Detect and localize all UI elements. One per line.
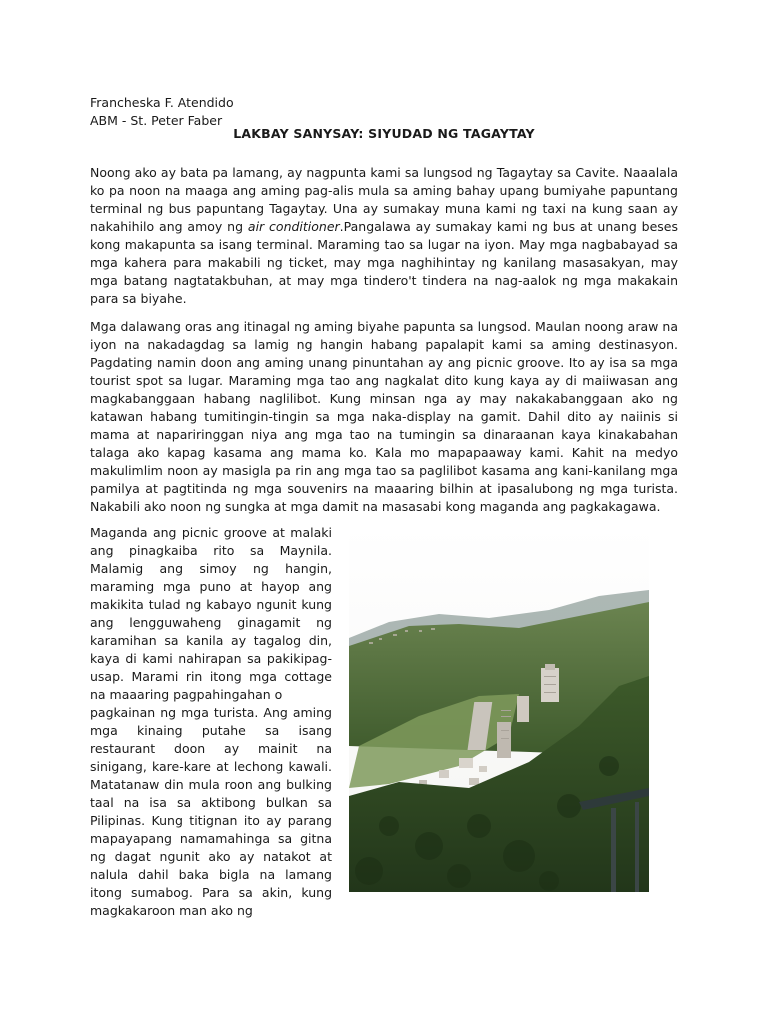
paragraph-2: Mga dalawang oras ang itinagal ng aming biyahe papunta sa lungsod. Maulan noong araw na iyon na nakadagdag sa lamig ng hangin habang papalapit kami sa aming destinasyon. Pagdating namin doon ang aming unang pinuntahan ay ang picnic groove. Ito ay isa sa mga tourist spot sa lugar. Maraming mga tao ang nagkalat dito kung kaya ay di maiiwasan ang magkabanggaan habang naglilibot. Kung minsan nga ay may nakakabanggaan ako ng katawan habang tumitingin-tingin sa mga naka-display na gamit. Dahil dito ay naiinis si mama at napariringgan niya ang mga tao na tumingin sa dinaraanan kaya kinakabahan talaga ako kapag kasama ang mama ko. Kala mo mapapaaway kami. Kahit na medyo makulimlim noon ay masigla pa rin ang mga tao sa paglilibot kasama ang kani-kanilang mga pamilya at pagtitinda ng mga souvenirs na maaaring bilhin at ipasalubong ng mga turista. Nakabili ako noon ng sungka at mga damit na masasabi kong maganda ang pagkakagawa.	[90, 319, 678, 514]
paragraph-1	[90, 164, 678, 308]
paragraph-1-italic-term: air conditioner	[247, 219, 340, 234]
paragraph-1-text-b: .Pangalawa ay sumakay kami ng bus at unang beses kong makapunta sa isang terminal. Maraming tao sa lugar na iyon. May mga nagbabayad sa mga kahera para makabili ng ticket, may mga naghihintay ng kanilang masasakyan, may mga batang nagtatakbuhan, at may mga tindero't tindera na nag-aalok ng mga makakain para sa biyahe.	[90, 219, 678, 306]
paragraph-3-part-1: Maganda ang picnic groove at malaki ang pinagkaiba rito sa Maynila. Malamig ang simoy ng hangin, maraming mga puno at hayop ang makikita tulad ng kabayo ngunit kung ang lengguwaheng ginagamit ng karamihan sa kanila ay tagalog din, kaya di kami nahirapan sa pakikipag-usap. Marami rin itong mga cottage na maaaring pagpahingahan o	[90, 525, 332, 702]
author-block	[90, 94, 234, 130]
paragraph-1-text-a: Noong ako ay bata pa lamang, ay nagpunta kami sa lungsod ng Tagaytay sa Cavite. Naaalala ko pa noon na maaga ang aming pag-alis mula sa aming bahay upang bumiyahe papuntang terminal ng bus papuntang Tagaytay. Una ay sumakay muna kami ng taxi na kung saan ay nakahihilo ang amoy ng	[90, 165, 678, 234]
author-name: Francheska F. Atendido	[90, 95, 234, 110]
paragraph-3	[90, 524, 332, 920]
author-section: ABM - St. Peter Faber	[90, 113, 223, 128]
essay-title: LAKBAY SANYSAY: SIYUDAD NG TAGAYTAY	[233, 126, 535, 141]
tagaytay-photo-image	[349, 526, 649, 892]
paragraph-3-part-2: pagkainan ng mga turista. Ang aming mga kinaing putahe sa isang restaurant doon ay mainit na sinigang, kare-kare at lechong kawali. Matatanaw din mula roon ang bulking taal na isa sa aktibong bulkan sa Pilipinas. Kung titignan ito ay parang mapayapang namamahinga sa gitna ng dagat ngunit ako ay natakot at nalula dahil baka bigla na lamang itong sumabog. Para sa akin, kung magkakaroon man ako ng	[90, 705, 332, 918]
tagaytay-photo	[349, 526, 649, 892]
